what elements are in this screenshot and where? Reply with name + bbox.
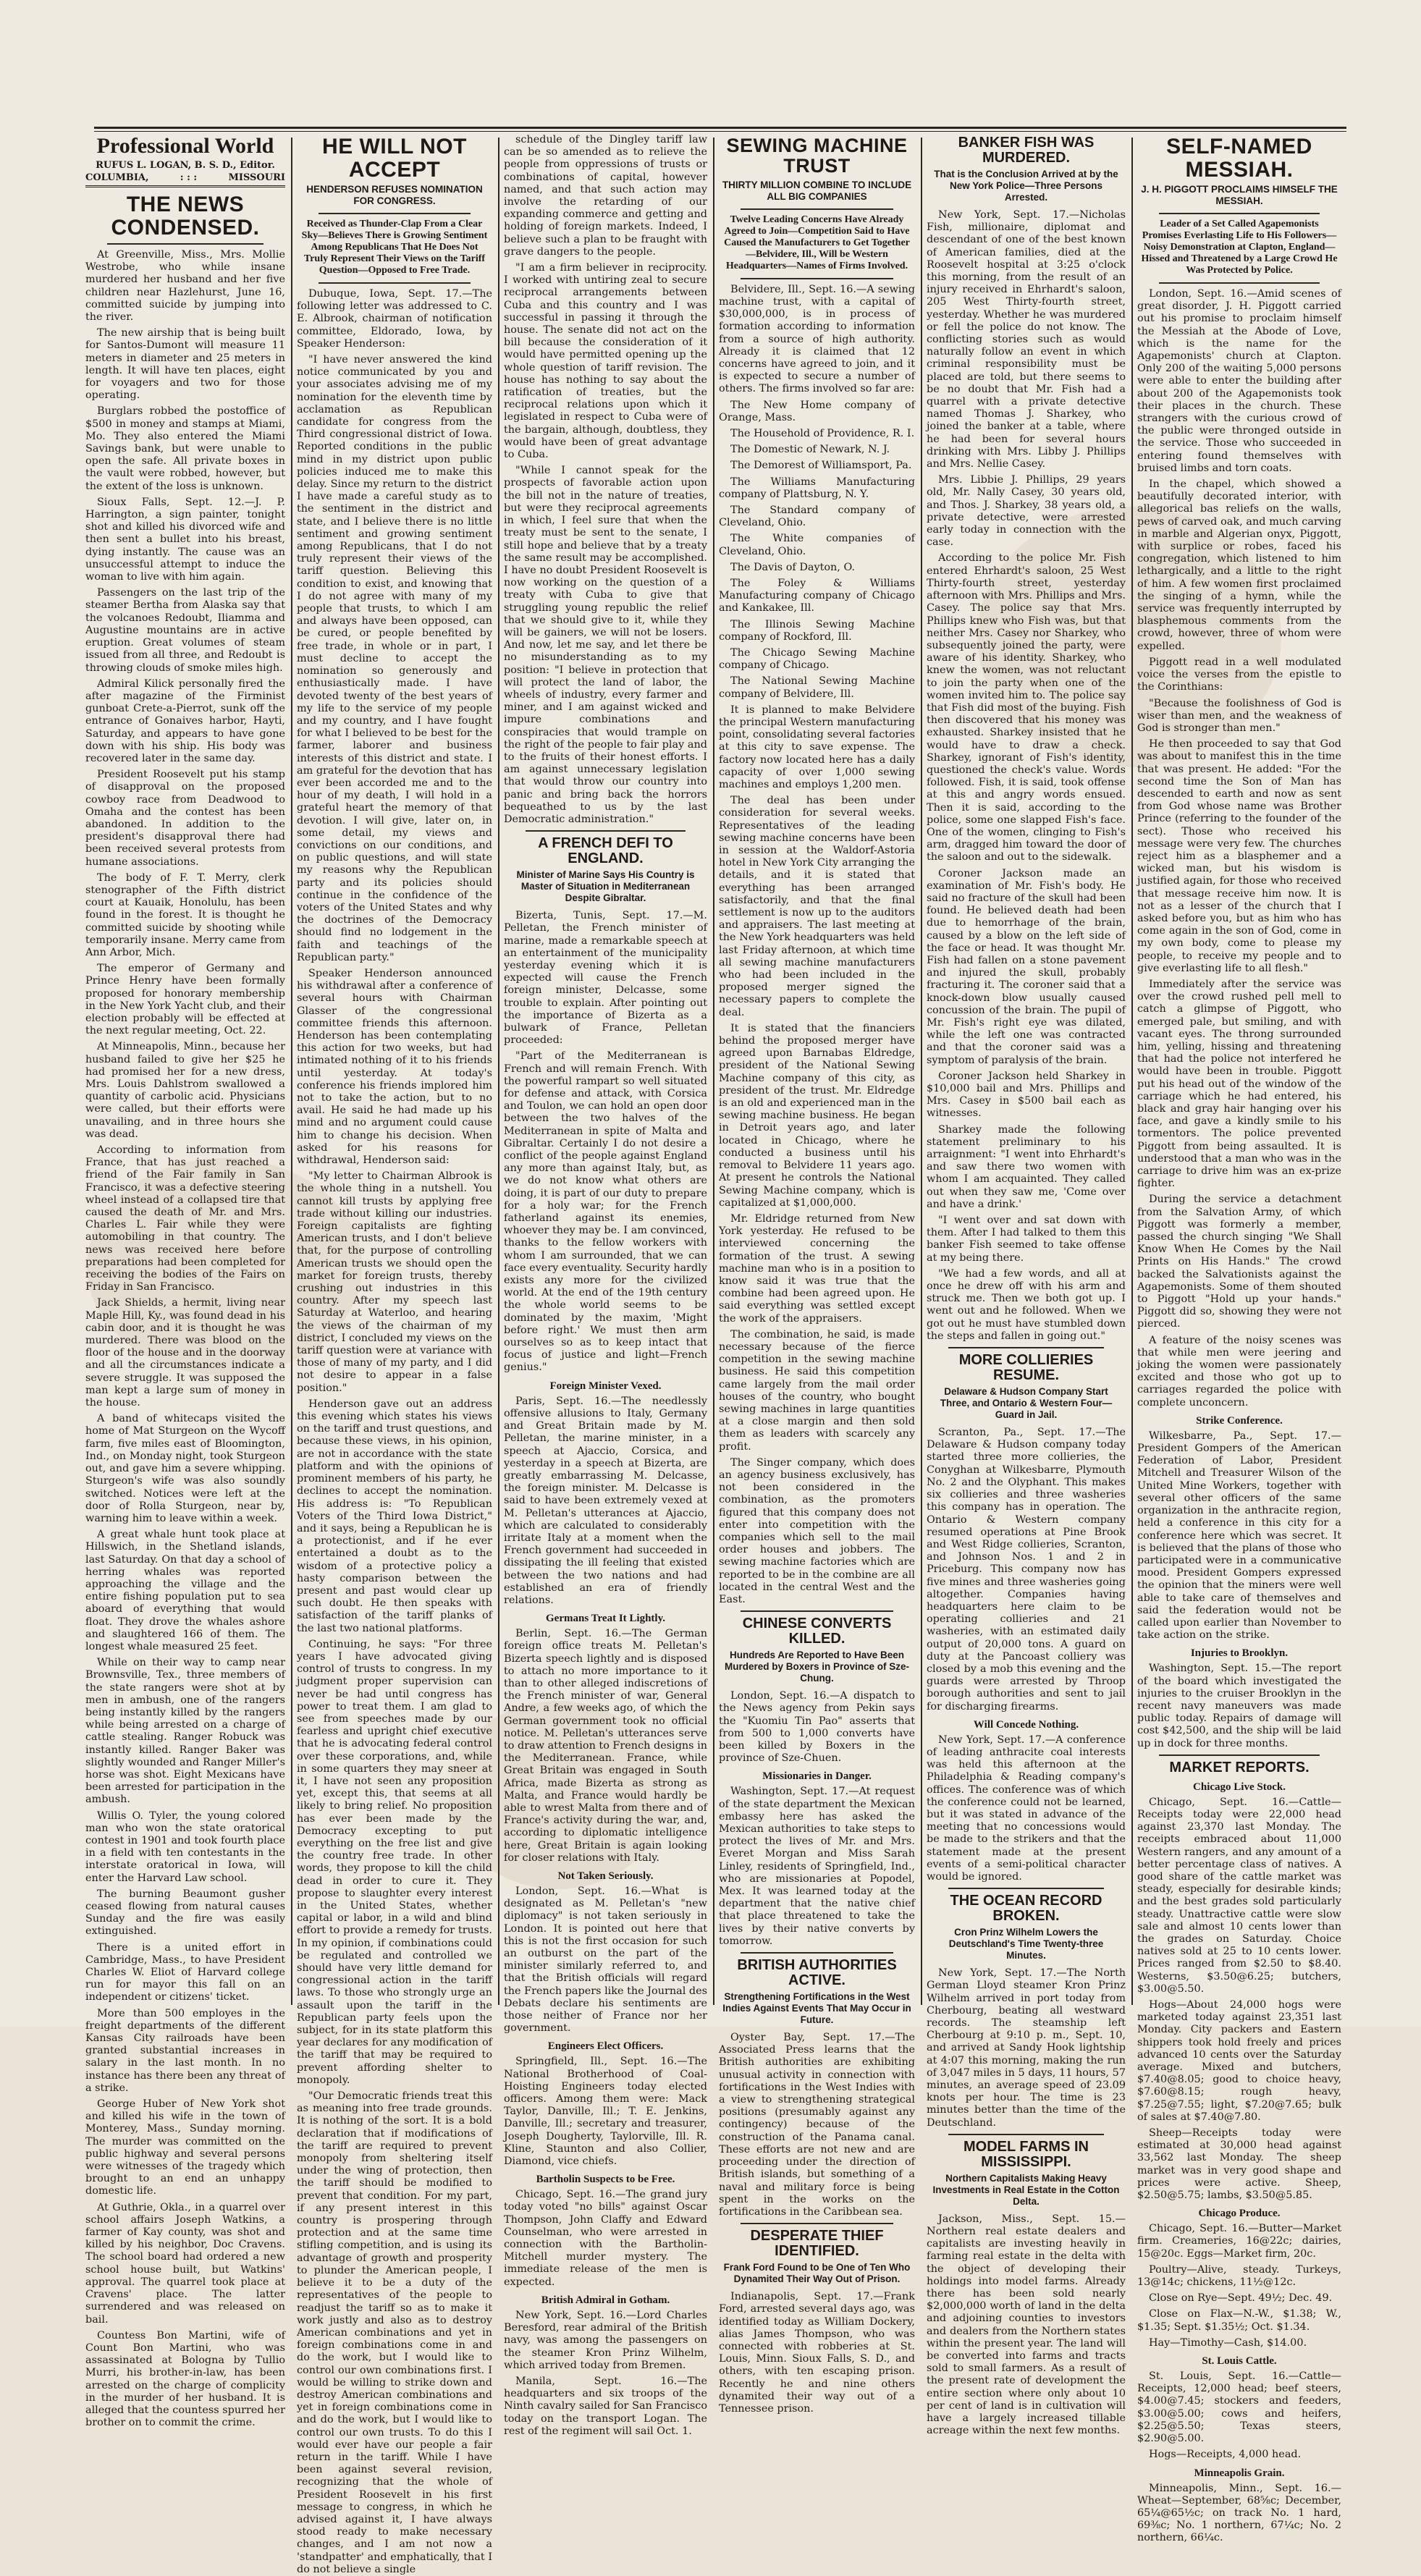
messiah-headline: SELF-NAMED MESSIAH. [1166, 135, 1312, 182]
article-paragraph: Berlin, Sept. 16.—The German foreign office treats M. Pelletan's Bizerta speech lightly and is disposed to attach no more importance to it than to other alleged indiscretions of the French minister of war, General Andre, a few weeks ago, of which the German government took no official notice. M. Pelletan's utterances serve to draw attention to French designs in the Mediterranean. France, while Great Britain was engaged in South Africa, made Bizerta as strong as Malta, and France would hardly be able to wrest Malta from there and of France's activity during the war, and, according to diplomatic intelligence here, Great Britain is again looking for closer relations with Italy. [504, 1628, 708, 1864]
article-paragraph: The new airship that is being built for Santos-Dumont will measure 11 meters in diameter and 25 meters in length. It will have ten places, eight for voyagers and two for those operating. [85, 327, 285, 402]
article-paragraph: Springfield, Ill., Sept. 16.—The National Brotherhood of Coal-Hoisting Engineers today elected officers. Among them were: Mack Taylor, Danville, Ill.; T. E. Jenkins, Danville, Ill.; secretary and treasurer, Joseph Dougherty, Taylorville, Ill. R. Kline, Staunton and also Collier, Diamond, vice chiefs. [504, 2056, 707, 2168]
column-divider [1131, 138, 1133, 2005]
article-paragraph: Sharkey made the following statement preliminary to his arraignment: "I went into Ehrhardt's and saw there two women with whom I am acquainted. They called out when they saw me, 'Come over and have a drink.' [927, 1123, 1126, 1210]
article-paragraph: Sioux Falls, Sept. 12.—J. P. Harrington, a sign painter, tonight shot and killed his divorced wife and then sent a bullet into his breast, dying instantly. The cause was an unsuccessful attempt to induce the woman to live with him again. [85, 496, 285, 583]
article-paragraph: The body of F. T. Merry, clerk stenographer of the Fifth district court at Kauaik, Honolulu, has been found in the forest. It is thought he committed suicide by shooting while temporarily insane. Merry came from Ann Arbor, Mich. [85, 871, 285, 958]
article-paragraph: He then proceeded to say that God was about to manifest this in the time that was present. He added: "For the second time the Son of Man has descended to earth and now as sent from God whose name was Brother Prince (referring to the founder of the sect). Those who received his message were very few. The churches reject him as a blasphemer and a wicked man, but his wisdom is justified again, for those who received that message receive him now. It is not as a lesser of the church that I asked before you, but as him who has come again in the son of God, come in my own body, come to please my people, to receive my people and to give everlasting life to all flesh." [1137, 738, 1341, 974]
article-paragraph: At Minneapolis, Minn., because her husband failed to give her $25 he had promised her for a new dress, Mrs. Louis Dahlstrom swallowed a quantity of carbolic acid. Physicians were called, but their efforts were unavailing, and in three hours she was dead. [85, 1041, 285, 1140]
article-paragraph: "Because the foolishness of God is wiser than men, and the weakness of God is stronger than men." [1137, 697, 1341, 734]
masthead-title: Professional World [96, 134, 274, 158]
article-paragraph: It is stated that the financiers behind the proposed merger have agreed upon Barnabas Eldredge, president of the National Sewing Machine company of this city, as president of the trust. Mr. Eldredge is an old and experienced man in the sewing machine business. He began in Detroit years ago, and later located in Chicago, where he conducted a business until his removal to Belvidere 11 years ago. At present he controls the National Sewing Machine company, which is capitalized at $1,000,000. [719, 1022, 915, 1209]
collieries-deck: Delaware & Hudson Company Start Three, and Ontario & Western Four—Guard in Jail. [940, 1386, 1113, 1421]
article-paragraph: New York, Sept. 17.—The North German Lloyd steamer Kron Prinz Wilhelm arrived in port today from Cherbourg, beating all westward records. The steamship left Cherbourg at 9:10 p. m., Sept. 10, and arrived at Sandy Hook lightship at 4:07 this morning, making the run of 3,047 miles in 5 days, 11 hours, 57 minutes, an average speed of 23.09 knots per hour. The time is 23 minutes better than the time of the Deutschland. [927, 1967, 1126, 2129]
column-2 [297, 134, 492, 2575]
column-4 [719, 134, 915, 2415]
article-paragraph: New York, Sept. 16.—Lord Charles Beresford, rear admiral of the British navy, was among the passengers on the steamer Kron Prinz Wilhelm, which arrived today from Bremen. [504, 2309, 707, 2371]
article-paragraph: Immediately after the service was over the crowd rushed pell mell to catch a glimpse of Piggott, who emerged pale, but smiling, and with vacant eyes. The throng surrounded him, yelling, hissing and threatening that had the police not interfered he would have been in trouble. Piggott put his head out of the window of the carriage which he had entered, his black and gray hair hanging over his face, and gave a kindly smile to his tormentors. The police prevented Piggott from being assaulted. It is understood that a man who was in the carriage to drive him was an ex-prize fighter. [1137, 978, 1341, 1190]
article-paragraph: Close on Rye—Sept. 49½; Dec. 49. [1149, 2292, 1333, 2305]
article-paragraph: Paris, Sept. 16.—The needlessly offensive allusions to Italy, Germany and Great Britain made by M. Pelletan, the marine minister, in a speech at Ajaccio, Corsica, and yesterday in a speech at Bizerta, are greatly embarrassing M. Delcasse, the foreign minister. M. Delcasse is said to have been extremely vexed at M. Pelletan's utterances at Ajaccio, which are calculated to considerably irritate Italy at a moment when the French government had succeeded in dissipating the ill feeling that existed between the two nations and had established an era of friendly relations. [504, 1395, 707, 1606]
collieries-body [927, 1427, 1126, 1713]
article-paragraph: The emperor of Germany and Prince Henry have been formally proposed for honorary membership in the New York Yacht club, and their election probably will be effected at the next regular meeting, Oct. 22. [85, 963, 285, 1037]
article-paragraph: There is a united effort in Cambridge, Mass., to have President Charles W. Eliot of Harvard college run for mayor this fall on an independent or citizens' ticket. [85, 1941, 285, 2003]
article-paragraph: Admiral Kilick personally fired the after magazine of the Firminist gunboat Crete-a-Pierrot, sunk off the entrance of Gonaives harbor, Hayti, Saturday, and appears to have gone down with his ship. His body was recovered later in the same day. [85, 677, 285, 764]
chinese-converts-deck: Hundreds Are Reported to Have Been Murdered by Boxers in Province of Sze-Chung. [724, 1650, 910, 1684]
article-paragraph: Jack Shields, a hermit, living near Maple Hill, Ky., was found dead in his cabin door, and it is thought he was murdered. There was blood on the floor of the house and in the doorway and all the circumstances indicate a severe struggle. It was supposed the man kept a large sum of money in the house. [85, 1297, 285, 1409]
henderson-continued-body [504, 134, 707, 826]
subhead-concede: Will Concede Nothing. [973, 1718, 1079, 1731]
chicago-produce-body [1137, 2223, 1341, 2349]
column-1 [85, 134, 285, 2429]
banker-fish-deck: That is the Conclusion Arrived at by the New York Police—Three Persons Arrested. [934, 169, 1118, 203]
column-3 [504, 134, 708, 2437]
article-paragraph: According to the police Mr. Fish entered Ehrhardt's saloon, 25 West Thirty-fourth street, yesterday afternoon with Mrs. Phillips and Mrs. Casey. The police say that Mrs. Phillips knew who Fish was, but that neither Mrs. Casey nor Sharkey, who subsequently joined the party, were aware of his identity. Sharkey, who knew the women, was not reluctant to join the party when one of the women invited him to. The police say that Fish did most of the buying. Fish then discovered that his money was exhausted. Sharkey insisted that he would have to draw a check. Sharkey, ignorant of Fish's identity, questioned the check's value. Words followed. Fish, it is said, took offense at this and angry words ensued. Then it is said, according to the police, some one slapped Fish's face. One of the women, clinging to Fish's arm, dragged him toward the door of the saloon and out to the sidewalk. [927, 552, 1126, 863]
article-paragraph: The White companies of Cleveland, Ohio. [719, 533, 915, 557]
article-paragraph: At Greenville, Miss., Mrs. Mollie Westrobe, who while insane murdered her husband and her five children near Hazlehurst, June 16, committed suicide by jumping into the river. [85, 249, 285, 324]
missionaries-body [719, 1786, 915, 1948]
article-paragraph: Belvidere, Ill., Sept. 16.—A sewing machine trust, with a capital of $30,000,000, is in process of formation according to information from a source of high authority. Already it is claimed that 12 concerns have agreed to join, and it is expected to secure a number of others. The firms involved so far are: [719, 283, 915, 395]
article-paragraph: Scranton, Pa., Sept. 17.—The Delaware & Hudson company today started three more collieries, the Conyghan at Wilkesbarre, Plymouth No. 2 and the Olyphant. This makes six collieries and three washeries this company has in operation. The Ontario & Western company resumed operations at Pine Brook and West Ridge collieries, Scranton, and Johnson Nos. 1 and 2 in Priceburg. This company now has five mines and three washeries going altogether. Companies having headquarters here claim to be operating collieries and 21 washeries, with an estimated daily output of 20,000 tons. A guard on duty at the Pancoast colliery was closed by a mob this evening and the guards were arrested by Throop borough authorities and sent to jail for discharging firearms. [927, 1427, 1126, 1713]
masthead-dots: : : : [180, 172, 198, 183]
article-paragraph: Hay—Timothy—Cash, $14.00. [1149, 2336, 1307, 2349]
brooklyn-body [1137, 1663, 1341, 1749]
article-paragraph: Passengers on the last trip of the steamer Bertha from Alaska say that the volcanoes Redoubt, Iliamma and Augustine mountains are in active eruption. Great volumes of steam issued from all three, and Redoubt is throwing clouds of smoke miles high. [85, 587, 285, 674]
article-paragraph: In the chapel, which showed a beautifully decorated interior, with allegorical bas reliefs on the walls, pews of carved oak, and much carving in marble and Algerian onyx, Piggott, with surplice or robes, faced his congregation, which listened to him lethargically, and a little to the right of him. A few women first proclaimed the singing of a hymn, while the service was frequently interrupted by blasphemous comments from the crowd, however, three of whom were expelled. [1137, 478, 1341, 652]
column-divider [713, 138, 714, 2005]
news-condensed-headline: THE NEWS CONDENSED. [111, 193, 260, 240]
germans-body [504, 1628, 707, 1865]
masthead [85, 134, 285, 187]
article-paragraph: Jackson, Miss., Sept. 15.—Northern real estate dealers and capitalists are investing heavily in farming real estate in the delta with the object of developing their holdings into model farms. Already there has been sold nearly $2,000,000 worth of land in the delta and adjoining counties to investors and dealers from the Northern states within the present year. The land will be converted into farms and tracts sold to small farmers. As a result of the present rate of development the entire section where only about 10 per cent of land is in cultivation will have a largely increased tillable acreage within the next few months. [927, 2213, 1126, 2437]
article-paragraph: Hogs—About 24,000 hogs were marketed today against 23,351 last Monday. City packers and Eastern shippers took hold freely and prices advanced 10 cents over the Saturday average. Mixed and butchers, $7.40@8.05; good to choice heavy, $7.60@8.15; rough heavy, $7.25@7.55; light, $7.20@7.65; bulk of sales at $7.40@7.80. [1137, 1999, 1341, 2123]
collieries-headline: MORE COLLIERIES RESUME. [958, 1352, 1094, 1384]
article-paragraph: Countess Bon Martini, wife of Count Bon Martini, who was assassinated at Bologna by Tullio Murri, his brother-in-law, has been arrested on the charge of complicity in the murder of her husband. It is alleged that the countess spurred her brother on to commit the crime. [85, 2329, 285, 2429]
article-paragraph: Henderson gave out an address this evening which states his views on the tariff and trust questions, and because these views, in his opinion, are not in accordance with the state platform and with the opinions of prominent members of his party, he declines to accept the nomination. His address is: "To Republican Voters of the Third Iowa District," and it says, being a Republican he is a protectionist, and if he ever entertained a doubt as to the wisdom of a protective policy a hasty comparison between the present and past would clear up such doubt. He then speaks with satisfaction of the tariff planks of the last two national platforms. [297, 1398, 492, 1634]
subhead-strike-conference: Strike Conference. [1196, 1414, 1283, 1427]
article-paragraph: The Standard company of Cleveland, Ohio. [719, 504, 915, 529]
desperate-thief-body [719, 2291, 915, 2415]
masthead-editor: RUFUS L. LOGAN, B. S. D., Editor. [96, 160, 275, 171]
sewing-trust-headline: SEWING MACHINE TRUST [726, 135, 908, 177]
article-paragraph: Chicago, Sept. 16.—The grand jury today voted "no bills" against Oscar Thompson, John Claffy and Edward Counselman, who were arrested in connection with the Bartholin-Mitchell murder mystery. The immediate release of the men is expected. [504, 2189, 707, 2288]
article-paragraph: While on their way to camp near Brownsville, Tex., three members of the state rangers were shot at by men in ambush, one of the rangers being instantly killed by the rangers while being arrested on a charge of cattle stealing. Ranger Robuck was instantly killed. Ranger Baker was slightly wounded and Ranger Miller's horse was shot. Eight Mexicans have been arrested for participation in the ambush. [85, 1657, 285, 1806]
article-paragraph: "We had a few words, and all at once he drew off with his arm and struck me. Then we both got up. I went out and he followed. When we got out he must have stumbled down the steps and fallen in going out." [927, 1267, 1126, 1342]
article-paragraph: Speaker Henderson announced his withdrawal after a conference of several hours with Chairman Glasser of the congressional committee friends this afternoon. Henderson has been contemplating this action for two weeks, but had intimated nothing of it to his friends until yesterday. At today's conference his friends implored him not to take the action, but to no avail. He said he had made up his mind and no argument could cause him to change his decision. When asked for his reasons for withdrawal, Henderson said: [297, 967, 492, 1167]
british-authorities-deck: Strengthening Fortifications in the West Indies Against Events That May Occur in Future. [722, 1991, 911, 2026]
article-paragraph: London, Sept. 16.—A dispatch to the News agency from Pekin says the "Kuomiu Tin Pao" asserts that from 500 to 1,000 converts have been killed by Boxers in the province of Sze-Chuen. [719, 1690, 915, 1765]
st-louis-body [1137, 2370, 1341, 2461]
subhead-brooklyn: Injuries to Brooklyn. [1190, 1647, 1289, 1660]
article-paragraph: St. Louis, Sept. 16.—Cattle—Receipts, 12,000 head; beef steers, $4.00@7.45; stockers and feeders, $3.00@5.00; cows and heifers, $2.25@5.50; Texas steers, $2.90@5.00. [1137, 2370, 1341, 2445]
article-paragraph: At Guthrie, Okla., in a quarrel over school affairs Joseph Watkins, a farmer of Kay county, was shot and killed by his neighbor, Doc Cravens. The school board had ordered a new school house built, but Watkins' approval. The quarrel took place at Cravens' place. The latter surrendered and was released on bail. [85, 2201, 285, 2326]
article-paragraph: The Demorest of Williamsport, Pa. [730, 460, 912, 472]
article-paragraph: "I went over and sat down with them. After I had talked to them this banker Fish seemed to take offense at my being there. [927, 1215, 1126, 1264]
article-paragraph: Piggott read in a well modulated voice the verses from the epistle to the Corinthians: [1137, 656, 1341, 693]
engineers-body [504, 2056, 707, 2168]
strike-conference-body [1137, 1430, 1341, 1642]
article-paragraph: Chicago, Sept. 16.—Cattle—Receipts today were 22,000 head against 23,370 last Monday. The receipts embraced about 11,000 Western rangers, and any amount of a better percentage class of natives. A good share of the cattle market was steady, especially for desirable kinds; and the best grades sold particularly steady. Unattractive cattle were slow sale and almost 10 cents lower than the grades on Saturday. Choice natives sold at 25 to 10 cents lower. Prices ranged from $2.50 to $8.40. Westerns, $3.50@6.25; butchers, $3.00@5.50. [1137, 1796, 1341, 1995]
article-paragraph: Mr. Eldridge returned from New York yesterday. He refused to be interviewed concerning the formation of the trust. A sewing machine man who is in a position to know said it was true that the combine had been agreed upon. He said everything was settled except the work of the appraisers. [719, 1212, 915, 1325]
minneapolis-body [1137, 2483, 1341, 2545]
article-paragraph: Wilkesbarre, Pa., Sept. 17.—President Gompers of the American Federation of Labor, President Mitchell and Treasurer Wilson of the United Mine Workers, together with several other officers of the same organization in the anthracite region, held a conference in this city for a conference here which was secret. It is believed that the plans of those who participated were in a communicative mood. President Gompers expressed the opinion that the miners were well able to take care of themselves and said the federation would not be called upon earlier than November to take action on the strike. [1137, 1430, 1341, 1642]
article-paragraph: "Our Democratic friends treat this as meaning into free trade grounds. It is nothing of the sort. It is a bold declaration that if modifications of the tariff are required to prevent monopoly from sheltering itself under the wing of protection, then the tariff should be modified to prevent that condition. For my part, if any present interest in this country is prospering through protection and at the same time stifling competition, and is using its advantage of growth and prosperity to plunder the American people, I believe it to be a duty of the representatives of the people to readjust the tariff so as to make it work justly and also as to destroy American combinations and yet in foreign combinations come in and do the work, but I would like to control our own combinations first. I would be willing to strike down and destroy American combinations and yet in foreign combinations come in and do the work, but I would like to control our own trusts. To do this I would ever have our people a fair return in the tariff. While I have been against several revision, recognizing that the whole of President Roosevelt in his first message to congress, in which he advised against it, I have always stood ready to make necessary changes, and I am not now a 'standpatter' and emphatically, that I do not believe a single [297, 2090, 492, 2575]
bartholin-body [504, 2189, 707, 2289]
henderson-body [297, 288, 492, 2576]
article-paragraph: Washington, Sept. 17.—At request of the state department the Mexican embassy here has asked the Mexican authorities to take steps to protect the lives of Mr. and Mrs. Everet Morgan and Miss Sarah Linley, residents of Springfield, Ind., who are missionaries at Popodel, Mex. It was learned today at the department that the native chief that place threatened to take the lives by their native converts by tomorrow. [719, 1786, 915, 1947]
henderson-headline: HE WILL NOT ACCEPT [322, 135, 467, 182]
british-admiral-body [504, 2310, 707, 2372]
column-divider [291, 138, 292, 2005]
article-paragraph: Poultry—Alive, steady. Turkeys, 13@14c; chickens, 11½@12c. [1137, 2263, 1341, 2289]
article-paragraph: Mrs. Libbie J. Phillips, 29 years old, Mr. Nally Casey, 30 years old, and Thos. J. Sharkey, 38 years old, a private detective, were arrested early today in connection with the case. [927, 474, 1126, 549]
article-paragraph: New York, Sept. 17.—Nicholas Fish, millionaire, diplomat and descendant of one of the best known of American families, died at the Roosevelt hospital at 3:25 o'clock this morning, from the result of an injury received in Ehrhardt's saloon, 205 West Thirty-fourth street, yesterday. Whether he was murdered or fell the police do not know. The conflicting stories such as would naturally follow an event in which criminal responsibility must be placed are told, but there seems to be no doubt that Mr. Fish had a quarrel with a private detective named Thomas J. Sharkey, who joined the banker at a table, where he had been for several hours drinking with Mrs. Libby J. Phillips and Mrs. Nellie Casey. [927, 209, 1126, 470]
ocean-record-body [927, 1967, 1126, 2129]
foreign-minister-body [504, 1395, 707, 1607]
not-serious-body [504, 1885, 707, 2035]
subhead-st-louis: St. Louis Cattle. [1202, 2355, 1277, 2368]
french-defi-body [504, 910, 707, 1374]
henderson-deck: HENDERSON REFUSES NOMINATION FOR CONGRESS. [306, 184, 483, 206]
concede-body [927, 1734, 1126, 1883]
article-paragraph: The Household of Providence, R. I. [730, 427, 915, 439]
french-defi-headline: A FRENCH DEFI TO ENGLAND. [538, 835, 673, 867]
article-paragraph: The Chicago Sewing Machine company of Chicago. [719, 646, 915, 672]
column-divider [921, 138, 922, 2005]
subhead-chicago-live-stock: Chicago Live Stock. [1193, 1781, 1286, 1793]
article-paragraph: Dubuque, Iowa, Sept. 17.—The following letter was addressed to C. E. Albrook, chairman of notification committee, Eldorado, Iowa, by Speaker Henderson: [297, 288, 492, 350]
desperate-thief-deck: Frank Ford Found to be One of Ten Who Dynamited Their Way Out of Prison. [723, 2262, 911, 2285]
manila-body [504, 2376, 707, 2438]
desperate-thief-headline: DESPERATE THIEF IDENTIFIED. [750, 2228, 884, 2260]
article-paragraph: Burglars robbed the postoffice of $500 in money and stamps at Miami, Mo. They also entered the Miami Savings bank, but were unable to open the safe. All private boxes in the vault were robbed, however, but the extent of the loss is unknown. [85, 405, 285, 492]
article-paragraph: London, Sept. 16.—Amid scenes of great disorder, J. H. Piggott carried out his promise to proclaim himself the Messiah at the Abode of Love, which is the name for the Agapemonists' church at Clapton. Only 200 of the waiting 5,000 persons were able to enter the building after about 200 of the Agapemonists took their places in the church. These strangers with the curious crowd of the public were thronged outside in the service. Those who succeeded in entering found themselves with bruised limbs and torn coats. [1137, 288, 1341, 474]
article-paragraph: Washington, Sept. 15.—The report of the board which investigated the injuries to the cruiser Brooklyn in the recent navy maneuvers was made public today. Repairs of damage will cost $42,500, and the ship will be laid up in dock for three months. [1137, 1663, 1341, 1749]
masthead-state: MISSOURI [228, 172, 285, 183]
article-paragraph: Coroner Jackson held Sharkey in $10,000 bail and Mrs. Phillips and Mrs. Casey in $500 bail each as witnesses. [927, 1070, 1126, 1120]
henderson-summary: Received as Thunder-Clap From a Clear Sky—Believes There is Growing Sentiment Among Republicans That He Does Not Truly Represent Their Views on the Tariff Question—Opposed to Free Trade. [301, 219, 488, 276]
article-paragraph: "I have never answered the kind notice communicated by you and your associates advising me of my nomination for the eleventh time by acclamation as Republican candidate for congress from the Third congressional district of Iowa. Reported conditions in the public mind in my district upon public policies induced me to make this delay. Since my return to the district I have made a careful study as to the sentiment in the district and state, and I believe there is no little sentiment and growing sentiment among Republicans, that I do not truly represent their views of the tariff question. Believing this condition to exist, and knowing that I do not agree with many of my people that trusts, to which I am and always have been opposed, can be cured, or people benefited by free trade, in whole or in part, I must decline to accept the nomination so generously and enthusiastically made. I have devoted twenty of the best years of my life to the service of my people and my country, and I have fought for what I believed to be best for the farmer, laborer and business interests of this district and state. I am grateful for the devotion that has ever been accorded me and to the hour of my death, I will hold in a grateful heart the memory of that devotion. I will give, later on, in some detail, my views and convictions on our conditions, and on public questions, and will state my reasons why the Republican party and its policies should continue in the confidence of the voters of the United States and why the doctrines of the Democracy should find no lodgement in the faith and teachings of the Republican party." [297, 354, 492, 963]
chicago-live-stock-body [1137, 1796, 1341, 2203]
article-paragraph: "While I cannot speak for the prospects of favorable action upon the bill not in the nature of treaties, but were they reciprocal agreements in which, I feel sure that when the treaty must be sent to the senate, I still hope and believe that by a treaty the same result may be accomplished. I have no doubt President Roosevelt is now working on the question of a treaty with Cuba to give that struggling young republic the relief that we should give to it, while they will be gainers, we will not be losers. And now, let me say, and let there be no misunderstanding as to my position: "I believe in protection that will protect the land of labor, the wheels of industry, every farmer and miner, and I am against wicked and impure combinations and conspiracies that would trample on the right of the people to fair play and to the fruits of their honest efforts. I am against unnecessary legislation that would throw our country into panic and bring back the horrors bequeathed to us by the last Democratic administration." [504, 465, 707, 825]
article-paragraph: A band of whitecaps visited the home of Mat Sturgeon on the Wycoff farm, five miles east of Bloomington, Ind., on Monday night, took Sturgeon out, and gave him a severe whipping. Sturgeon's wife was also soundly switched. Notices were left at the door of Rolla Sturgeon, near by, warning him to leave within a week. [85, 1413, 285, 1524]
article-paragraph: During the service a detachment from the Salvation Army, of which Piggott was formerly a member, passed the church singing "We Shall Know When He Comes by the Nail Prints on His Hands." The crowd backed the Salvationists against the Agapemonists. Some of them shouted to Piggott "Hold up your hands." Piggott did so, showing they were not pierced. [1137, 1194, 1341, 1330]
column-5 [927, 134, 1126, 2437]
article-paragraph: Hogs—Receipts, 4,000 head. [1149, 2449, 1302, 2461]
banker-fish-body [927, 209, 1126, 1343]
masthead-location [85, 172, 285, 187]
article-paragraph: The burning Beaumont gusher ceased flowing from natural causes Sunday and the fire was easily extinguished. [85, 1888, 285, 1938]
article-paragraph: Close on Flax—N.-W., $1.38; W., $1.35; Sept. $1.35½; Oct. $1.34. [1137, 2308, 1341, 2333]
article-paragraph: schedule of the Dingley tariff law can be so amended as to relieve the people from oppressions of trusts or combinations of capital, however named, and that such action may involve the retarding of our expanding commerce and getting and holding of foreign markets. Indeed, I believe such a plan to be fraught with grave dangers to the people. [504, 134, 707, 258]
news-condensed-body [85, 249, 285, 2429]
article-paragraph: The Davis of Dayton, O. [730, 561, 855, 573]
article-paragraph: New York, Sept. 17.—A conference of leading anthracite coal interests was held this afternoon at the Philadelphia & Reading company's offices. The conference was of which the conference could not be learned, but it was stated in advance of the meeting that no concessions would be made to the strikers and that the statement made at the present events of a semi-political character would be ignored. [927, 1733, 1126, 1883]
subhead-not-serious: Not Taken Seriously. [557, 1870, 654, 1882]
column-divider [498, 138, 499, 2005]
article-paragraph: It is planned to make Belvidere the principal Western manufacturing point, consolidating several factories at this city to save expense. The factory now located here has a daily capacity of over 1,000 sewing machines and employs 1,200 men. [719, 704, 915, 790]
article-paragraph: Chicago, Sept. 16.—Butter—Market firm. Creameries, 16@22c; dairies, 15@20c. Eggs—Market firm, 20c. [1137, 2223, 1341, 2260]
model-farms-body [927, 2213, 1126, 2438]
article-paragraph: A feature of the noisy scenes was that while men were jeering and joking the women were passionately excited and those who got up to carriages regarded the police with complete unconcern. [1137, 1334, 1341, 1409]
model-farms-deck: Northern Capitalists Making Heavy Investments in Real Estate in the Cotton Delta. [932, 2172, 1120, 2207]
article-paragraph: Indianapolis, Sept. 17.—Frank Ford, arrested several days ago, was identified today as William Dockery, alias James Thompson, who was connected with robberies at St. Louis, Minn. Sioux Falls, S. D., and others, with ten escaping prison. Recently he and nine others dynamited their way out of a Tennessee prison. [719, 2291, 915, 2415]
sewing-trust-body [719, 284, 915, 1607]
article-paragraph: George Huber of New York shot and killed his wife in the town of Monterey, Mass., Sunday morning. The murder was committed on the public highway and several persons were witnesses of the tragedy which brought to an end an unhappy domestic life. [85, 2098, 285, 2197]
messiah-deck: J. H. PIGGOTT PROCLAIMS HIMSELF THE MESSIAH. [1141, 184, 1338, 206]
sewing-trust-deck: THIRTY MILLION COMBINE TO INCLUDE ALL BIG COMPANIES [722, 179, 912, 202]
messiah-summary: Leader of a Set Called Agapemonists Promises Everlasting Life to His Followers—Noisy Demonstration at Clapton, England—Hissed and Threatened by a Large Crowd He Was Protected by Police. [1141, 219, 1338, 276]
subhead-chicago-produce: Chicago Produce. [1198, 2208, 1281, 2220]
subhead-germans: Germans Treat It Lightly. [546, 1613, 665, 1625]
french-defi-deck: Minister of Marine Says His Country is Master of Situation in Mediterranean Despite Gibraltar. [516, 869, 695, 904]
article-paragraph: "Part of the Mediterranean is French and will remain French. With the powerful rampart so well situated for defense and attack, with Corsica and Toulon, we can hold an open door between the two halves of the Mediterranean in spite of Malta and Gibraltar. Certainly I do not desire a conflict of the people against England any more than against Italy, but, as we do not know what others are doing, it is part of our duty to prepare for a holy war; for the French fatherland against its enemies, whoever they may be. I am convinced, thanks to the fellow workers with whom I am surrounded, that we can face every eventuality. Security hardly exists any more for the civilized world. At the end of the 19th century the whole world seems to be dominated by the maxim, 'Might before right.' We must then arm ourselves so as to keep intact that focus of justice and light—French genius." [504, 1050, 707, 1374]
article-paragraph: The Illinois Sewing Machine company of Rockford, Ill. [719, 618, 915, 643]
subhead-engineers: Engineers Elect Officers. [547, 2040, 664, 2053]
model-farms-headline: MODEL FARMS IN MISSISSIPPI. [964, 2138, 1089, 2170]
ocean-record-deck: Cron Prinz Wilhelm Lowers the Deutschland's Time Twenty-three Minutes. [948, 1927, 1104, 1961]
article-paragraph: The National Sewing Machine company of Belvidere, Ill. [719, 675, 915, 700]
article-paragraph: The Domestic of Newark, N. J. [730, 444, 890, 456]
column-6 [1137, 134, 1341, 2544]
chinese-converts-body [719, 1690, 915, 1765]
article-paragraph: Willis O. Tyler, the young colored man who won the state oratorical contest in 1901 and took fourth place in a field with ten contestants in the interstate oratorical in Iowa, will enter the Harvard Law school. [85, 1809, 285, 1884]
british-authorities-body [719, 2032, 915, 2218]
banker-fish-headline: BANKER FISH WAS MURDERED. [958, 135, 1095, 166]
market-reports-headline: MARKET REPORTS. [1169, 1759, 1310, 1775]
british-authorities-headline: BRITISH AUTHORITIES ACTIVE. [737, 1957, 897, 1989]
article-paragraph: The Williams Manufacturing company of Plattsburg, N. Y. [719, 476, 915, 500]
subhead-minneapolis: Minneapolis Grain. [1194, 2467, 1285, 2479]
sewing-trust-summary: Twelve Leading Concerns Have Already Agreed to Join—Competition Said to Have Caused the Manufacturers to Get Together—Belvidere, Ill., Will be Western Headquarters—Names of Firms Involved. [724, 214, 910, 271]
article-paragraph: The New Home company of Orange, Mass. [719, 399, 915, 423]
subhead-bartholin: Bartholin Suspects to be Free. [536, 2174, 675, 2186]
article-paragraph: London, Sept. 16.—What is designated as M. Pelletan's "new diplomacy" is not taken seriously in London. It is pointed out here that this is not the first occasion for such an outburst on the part of the minister similarly referred to, and that the British officials will regard the French papers like the Journal des Debats declare his sentiments are those neither of France nor her government. [504, 1885, 707, 2035]
article-paragraph: Oyster Bay, Sept. 17.—The Associated Press learns that the British authorities are exhibiting unusual activity in connection with fortifications in the West Indies with a view to strengthening strategical positions (presumably against any contingency) because of the construction of the Panama canal. These efforts are not new and are proceeding under the direction of British islands, but something of a naval and military force is being spent in the works on the fortifications in the Caribbean sea. [719, 2032, 915, 2218]
article-paragraph: "I am a firm believer in reciprocity. I worked with untiring zeal to secure reciprocal arrangements between Cuba and this country and I was successful in passing it through the house. The senate did not act on the bill because the consideration of it would have permitted opening up the whole question of tariff revision. The house has nothing to say about the ratification of treaties, but the reciprocal relations upon which it legislated in respect to Cuba were of the bargain, although, doubtless, they would have been of great advantage to Cuba. [504, 262, 707, 461]
article-paragraph: Bizerta, Tunis, Sept. 17.—M. Pelletan, the French minister of marine, made a remarkable speech at an entertainment of the municipality yesterday evening which it is expected will cause the French foreign minister, Delcasse, some trouble to explain. After pointing out the importance of Bizerta as a bulwark of France, Pelletan proceeded: [504, 910, 707, 1047]
article-paragraph: President Roosevelt put his stamp of disapproval on the proposed cowboy race from Deadwood to Omaha and the contest has been abandoned. In addition to the president's disapproval there had been received several protests from humane associations. [85, 769, 285, 868]
article-paragraph: According to information from France, that has just reached a friend of the Fair family in San Francisco, it was a defective steering wheel instead of a collapsed tire that caused the death of Mr. and Mrs. Charles L. Fair while they were automobiling in that country. The news was received here before preparations had been completed for receiving the bodies of the Fairs on Friday in San Francisco. [85, 1144, 285, 1293]
ocean-record-headline: THE OCEAN RECORD BROKEN. [950, 1893, 1102, 1925]
article-paragraph: Sheep—Receipts today were estimated at 30,000 head against 33,562 last Monday. The sheep market was in very good shape and prices were active. Sheep, $2.50@5.75; lambs, $3.50@5.85. [1137, 2127, 1341, 2202]
masthead-city: COLUMBIA, [85, 172, 149, 183]
article-paragraph: "My letter to Chairman Albrook is the whole thing in a nutshell. You cannot kill trusts by applying free trade without killing our industries. Foreign capitalists are fighting American trusts, and I don't believe that, for the purpose of controlling American trusts we should open the market for foreign trusts, thereby crushing out industries in this country. After my speech last Saturday at Waterloo, and hearing the views of the chairman of my district, I concluded my views on the tariff question were at variance with those of many of my party, and I did not desire to appear in a false position." [297, 1170, 492, 1394]
subhead-british-admiral: British Admiral in Gotham. [541, 2294, 670, 2306]
article-paragraph: Minneapolis, Minn., Sept. 16.—Wheat—September, 68⅝c; December, 65¼@65½c; on track No. 1 hard, 69⅜c; No. 1 northern, 67¼c; No. 2 northern, 66¼c. [1137, 2482, 1341, 2544]
article-paragraph: The deal has been under consideration for several weeks. Representatives of the leading sewing machine concerns have been in session at the Waldorf-Astoria hotel in New York City arranging the details, and it is stated that everything has been arranged satisfactorily, and that the final settlement is now up to the auditors and appraisers. The last meeting at the New York headquarters was held last Friday afternoon, at which time all sewing machine manufacturers who had been included in the proposed merger signed the necessary papers to complete the deal. [719, 795, 915, 1018]
article-paragraph: A great whale hunt took place at Hillswich, in the Shetland islands, last Saturday. On that day a school of herring whales was reported approaching the village and the entire fishing population put to sea aboard of everything that would float. They drove the whales ashore and slaughtered 166 of them. The longest whale measured 25 feet. [85, 1529, 285, 1652]
messiah-body [1137, 288, 1341, 1409]
article-paragraph: Manila, Sept. 16.—The headquarters and six troops of the Ninth cavalry sailed for San Francisco today on the transport Logan. The rest of the regiment will sail Oct. 1. [504, 2375, 707, 2437]
article-paragraph: The Foley & Williams Manufacturing company of Chicago and Kankakee, Ill. [719, 577, 915, 615]
top-rule [94, 127, 1346, 129]
chinese-converts-headline: CHINESE CONVERTS KILLED. [742, 1616, 892, 1647]
article-paragraph: Continuing, he says: "For three years I have advocated giving control of trusts to congress. In my judgment proper supervision can never be had until congress has power to treat them. I am glad to see from speeches made by our fearless and upright chief executive that he is advocating federal control over these corporations, and, while in some quarters they may sneer at it, I have not seen any proposition yet, except this, that seems at all likely to bring relief. No proposition has ever been made by the Democracy excepting to put everything on the free list and give the country free trade. In other words, they propose to kill the child dead in order to cure it. They propose to slaughter every interest in the United States, whether capital or labor, in a wild and blind effort to provide a remedy for trusts. In my opinion, if combinations could be regulated and controlled we should have very little demand for congressional action in the tariff laws. To those who strongly urge an assault upon the tariff in the Republican party feels upon the subject, for in its state platform this year declares for any modification of the tariff that may be required to prevent affording shelter to monopoly. [297, 1638, 492, 2086]
article-paragraph: The Singer company, which does an agency business exclusively, has not been considered in the combination, as the promoters figured that this company does not enter into competition with the companies which sell to the mail order houses and jobbers. The sewing machine factories which are reported to be in the combine are all located in the central West and the East. [719, 1456, 915, 1605]
article-paragraph: More than 500 employes in the freight departments of the different Kansas City railroads have been granted substantial increases in salary in the last month. In no instance has there been any threat of a strike. [85, 2007, 285, 2094]
article-paragraph: Coroner Jackson made an examination of Mr. Fish's body. He said no fracture of the skull had been found. He believed death had been due to hemorrhage of the brain, caused by a blow on the left side of the face or head. It was thought Mr. Fish had fallen on a stone pavement and injured the skull, probably fracturing it. The coroner said that a knock-down blow usually caused concussion of the brain. The pupil of Mr. Fish's right eye was dilated, while the left one was contracted and that the coroner said was a symptom of paralysis of the brain. [927, 867, 1126, 1066]
subhead-foreign-minister: Foreign Minister Vexed. [549, 1380, 662, 1392]
article-paragraph: The combination, he said, is made necessary because of the fierce competition in the sewing machine business. He said this competition came largely from the mail order houses of the country, who bought sewing machines in large quantities at a close margin and then sold them as leaders with scarcely any profit. [719, 1328, 915, 1453]
subhead-missionaries: Missionaries in Danger. [762, 1770, 872, 1783]
